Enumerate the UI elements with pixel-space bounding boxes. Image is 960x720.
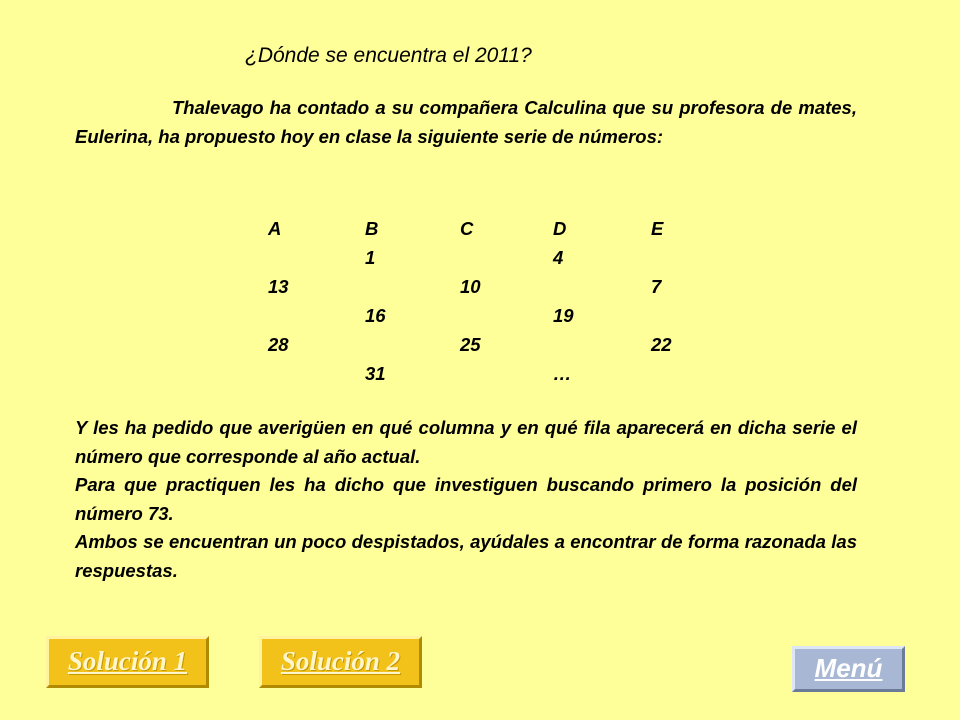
series-cell: 7 [651, 276, 662, 297]
solution-1-button[interactable]: Solución 1 [46, 636, 209, 688]
column-header-e: E [651, 218, 664, 239]
column-header-c: C [460, 218, 474, 239]
intro-paragraph: Thalevago ha contado a su compañera Calculina que su profesora de mates, Eulerina, ha propuesto hoy en clase la siguiente serie de números: [75, 97, 857, 147]
series-cell: 16 [365, 305, 386, 326]
series-cell: 31 [365, 363, 386, 384]
practice-paragraph: Para que practiquen les ha dicho que investiguen buscando primero la posición del número 73. [75, 474, 857, 524]
column-header-d: D [553, 218, 567, 239]
menu-button[interactable]: Menú [792, 646, 905, 692]
page-title: ¿Dónde se encuentra el 2011? [245, 44, 532, 67]
series-cell: 1 [365, 247, 376, 268]
series-cell: 22 [651, 334, 672, 355]
series-cell: 10 [460, 276, 481, 297]
column-header-a: A [268, 218, 282, 239]
series-cell: 19 [553, 305, 574, 326]
series-cell: … [553, 363, 572, 384]
question-paragraph: Y les ha pedido que averigüen en qué columna y en qué fila aparecerá en dicha serie el número que corresponde al año actual. [75, 417, 857, 467]
series-cell: 13 [268, 276, 289, 297]
series-cell: 4 [553, 247, 564, 268]
help-paragraph: Ambos se encuentran un poco despistados, ayúdales a encontrar de forma razonada las respuestas. [75, 531, 857, 581]
column-header-b: B [365, 218, 379, 239]
series-cell: 25 [460, 334, 481, 355]
series-cell: 28 [268, 334, 289, 355]
solution-2-button[interactable]: Solución 2 [259, 636, 422, 688]
instructions-text [75, 414, 857, 585]
